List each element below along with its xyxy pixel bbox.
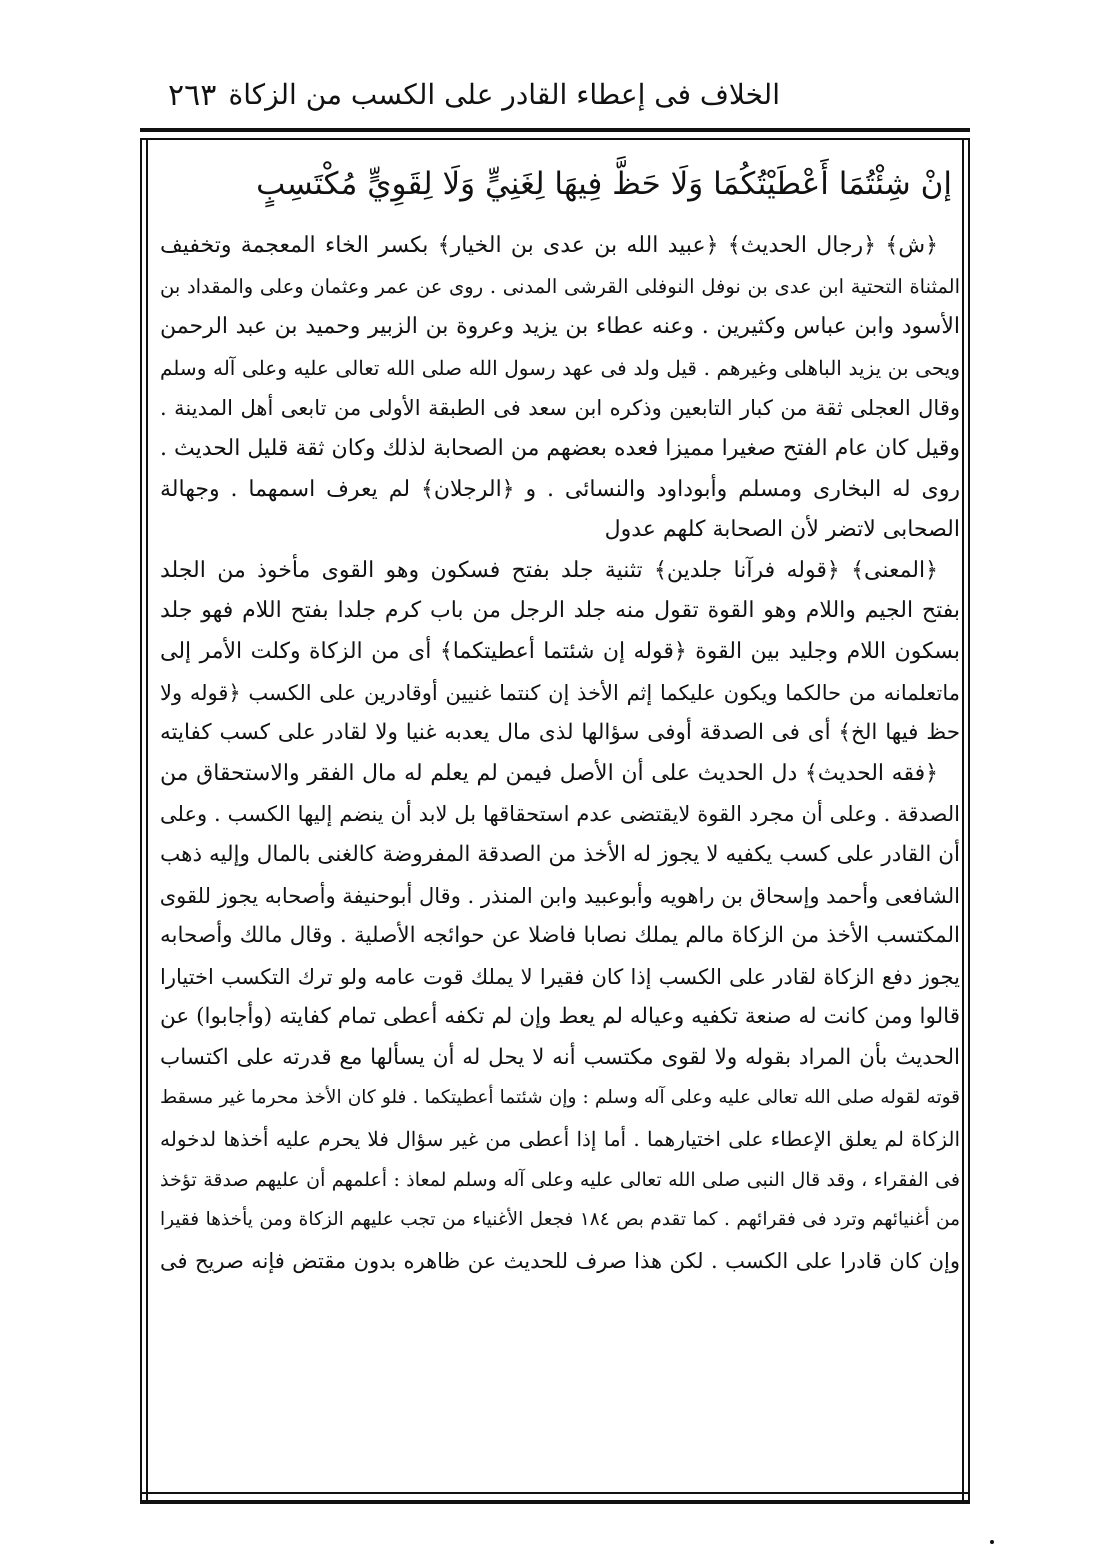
body-line: أن القادر على كسب يكفيه لا يجوز له الأخذ من الصدقة المفروضة كالغنى بالمال وإليه ذهب [160, 841, 960, 867]
body-line: حظ فيها الخ﴾ أى فى الصدقة أوفى سؤالها لذى مال يعدبه غنيا ولا لقادر على كسب كفايته [160, 720, 960, 746]
header-rule-thin [140, 138, 970, 140]
body-line: روى له البخارى ومسلم وأبوداود والنسائى . و ﴿الرجلان﴾ لم يعرف اسمهما . وجهالة [160, 476, 960, 502]
frame-right-inner [962, 138, 964, 1502]
body-line: يجوز دفع الزكاة لقادر على الكسب إذا كان فقيرا لا يملك قوت عامه ولو ترك التكسب اختيارا [160, 964, 960, 989]
page-header [150, 78, 960, 124]
body-line: قوته لقوله صلى الله تعالى عليه وعلى آله وسلم : وإن شئتما أعطيتكما . فلو كان الأخذ محرما غير مسقط [160, 1087, 960, 1109]
body-line: الأسود وابن عباس وكثيرين . وعنه عطاء بن يزيد وعروة بن الزبير وحميد بن عبد الرحمن [160, 314, 960, 340]
body-line: الزكاة لم يعلق الإعطاء على اختيارهما . أما إذا أعطى من غير سؤال فلا يحرم عليه أخذها لدخوله [160, 1127, 960, 1152]
frame-left-inner [146, 138, 148, 1502]
footer-rule-thin [140, 1492, 970, 1494]
body-line: ويحى بن يزيد الباهلى وغيرهم . قيل ولد فى عهد رسول الله صلى الله تعالى عليه وعلى آله وسلم [160, 355, 960, 380]
body-line: من أغنيائهم وترد فى فقرائهم . كما تقدم بص ١٨٤ فجعل الأغنياء من تجب عليهم الزكاة ومن يأخذها فقيرا [160, 1209, 960, 1231]
body-line: وقيل كان عام الفتح صغيرا مميزا فعده بعضهم من الصحابة لذلك وكان ثقة قليل الحديث . [160, 435, 960, 461]
body-line: الشافعى وأحمد وإسحاق بن راهويه وأبوعبيد وابن المنذر . وقال أبوحنيفة وأصحابه يجوز للقوى [160, 883, 960, 908]
page-number: ٢٦٣ [168, 78, 217, 113]
body-line: ﴿فقه الحديث﴾ دل الحديث على أن الأصل فيمن لم يعلم له مال الفقر والاستحقاق من [160, 760, 938, 786]
frame-right-outer [968, 138, 970, 1502]
footer-rule-thick [140, 1500, 970, 1504]
page-dot-mark [990, 1540, 994, 1544]
body-line: الصدقة . وعلى أن مجرد القوة لايقتضى عدم استحقاقها بل لابد أن ينضم إليها الكسب . وعلى [160, 802, 960, 827]
header-rule-thick [140, 128, 970, 132]
body-line: الحديث بأن المراد بقوله ولا لقوى مكتسب أنه لا يحل له أن يسألها مع قدرته على اكتساب [160, 1044, 960, 1070]
body-line: قالوا ومن كانت له صنعة تكفيه وعياله لم يعط وإن لم تكفه أعطى تمام كفايته (وأجابوا) عن [160, 1004, 960, 1030]
running-title: الخلاف فى إعطاء القادر على الكسب من الزكاة [228, 78, 780, 111]
commentary-body [160, 226, 960, 1281]
body-line: الصحابى لاتضر لأن الصحابة كلهم عدول [604, 517, 960, 543]
body-line: المكتسب الأخذ من الزكاة مالم يملك نصابا فاضلا عن حوائجه الأصلية . وقال مالك وأصحابه [160, 923, 960, 949]
body-line: وإن كان قادرا على الكسب . لكن هذا صرف للحديث عن ظاهره بدون مقتض فإنه صريح فى [160, 1248, 960, 1273]
hadith-text: إنْ شِئْتُمَا أَعْطَيْتُكُمَا وَلَا حَظَّ فِيهَا لِغَنِيٍّ وَلَا لِقَوِيٍّ مُكْتَسِبٍ [256, 166, 952, 202]
body-line: ﴿ش﴾ ﴿رجال الحديث﴾ ﴿عبيد الله بن عدى بن الخيار﴾ بكسر الخاء المعجمة وتخفيف [160, 233, 938, 258]
body-line: المثناة التحتية ابن عدى بن نوفل النوفلى القرشى المدنى . روى عن عمر وعثمان وعلى والمقداد بن [160, 274, 960, 298]
body-line: ماتعلمانه من حالكما ويكون عليكما إثم الأخذ إن كنتما غنيين أوقادرين على الكسب ﴿قوله ولا [160, 680, 960, 705]
frame-left-outer [140, 138, 142, 1502]
body-line: بسكون اللام وجليد بين القوة ﴿قوله إن شئتما أعطيتكما﴾ أى من الزكاة وكلت الأمر إلى [160, 638, 960, 664]
body-line: بفتح الجيم واللام وهو القوة تقول منه جلد الرجل من باب كرم جلدا بفتح اللام فهو جلد [160, 598, 960, 624]
body-line: ﴿المعنى﴾ ﴿قوله فرآنا جلدين﴾ تثنية جلد بفتح فسكون وهو القوى مأخوذ من الجلد [160, 557, 938, 583]
body-line: وقال العجلى ثقة من كبار التابعين وذكره ابن سعد فى الطبقة الأولى من تابعى أهل المدينة . [160, 396, 960, 421]
body-line: فى الفقراء ، وقد قال النبى صلى الله تعالى عليه وعلى آله وسلم لمعاذ : أعلمهم أن عليهم صدقة تؤخذ [160, 1168, 960, 1191]
